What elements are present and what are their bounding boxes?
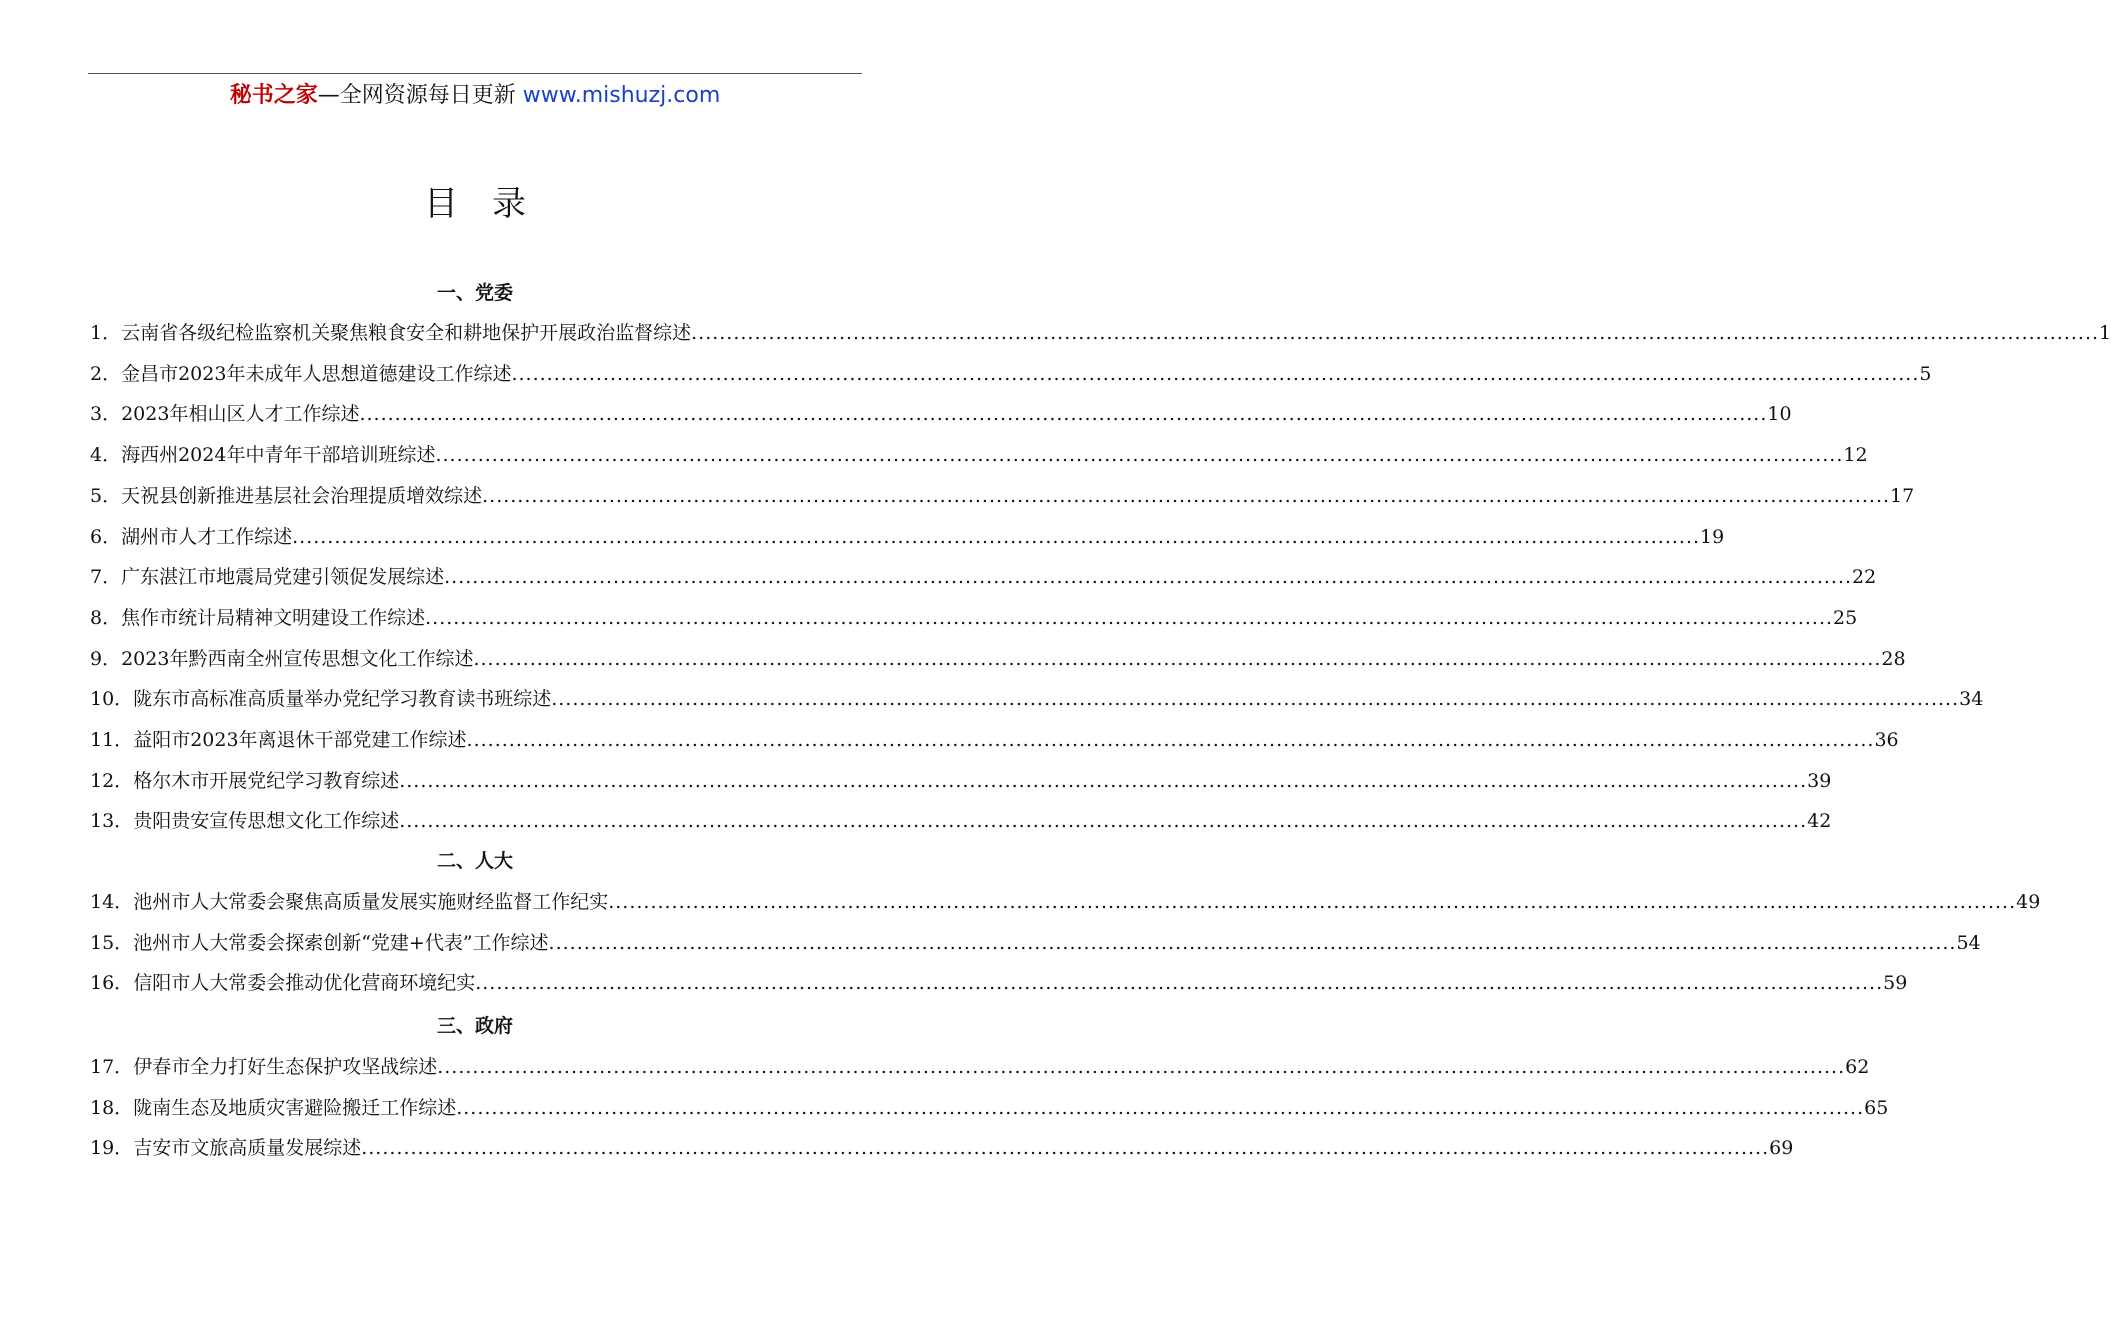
toc-entry-number: 9． <box>90 648 122 670</box>
toc-entry[interactable] <box>90 806 1832 836</box>
toc-entry[interactable] <box>90 766 1832 796</box>
toc-entry-number: 10． <box>90 688 134 710</box>
toc-dot-leader: ........................................................................................................................................................................................................ <box>425 607 1834 629</box>
toc-entry[interactable] <box>90 481 1915 511</box>
toc-entry-title: 池州市人大常委会探索创新“党建+代表”工作综述 <box>133 932 549 954</box>
toc-entry-page: 36 <box>1874 729 1899 751</box>
toc-entry-page: 22 <box>1852 566 1877 588</box>
toc-entry-page: 49 <box>2016 891 2041 913</box>
brand-name: 秘书之家 <box>229 83 318 108</box>
toc-entry-title: 池州市人大常委会聚焦高质量发展实施财经监督工作纪实 <box>133 891 609 913</box>
toc-entry-number: 18． <box>90 1097 134 1119</box>
toc-entry-title: 伊春市全力打好生态保护攻坚战综述 <box>133 1056 438 1078</box>
toc-entry[interactable] <box>90 522 1725 552</box>
toc-entry-number: 14． <box>90 891 134 913</box>
toc-dot-leader: ........................................................................................................................................................................................................ <box>399 770 1808 792</box>
toc-entry[interactable] <box>90 562 1877 592</box>
toc-dot-leader: ........................................................................................................................................................................................................ <box>482 485 1891 507</box>
toc-entry[interactable] <box>90 399 1792 429</box>
toc-dot-leader: ........................................................................................................................................................................................................ <box>475 972 1884 994</box>
toc-entry-number: 11． <box>90 729 134 751</box>
toc-entry-page: 34 <box>1959 688 1984 710</box>
toc-entry-title: 陇东市高标准高质量举办党纪学习教育读书班综述 <box>133 688 552 710</box>
toc-dot-leader: ........................................................................................................................................................................................................ <box>473 648 1882 670</box>
toc-entry-title: 益阳市2023年离退休干部党建工作综述 <box>133 729 467 751</box>
toc-entry-page: 59 <box>1883 972 1908 994</box>
toc-entry-page: 25 <box>1833 607 1858 629</box>
toc-entry-page: 28 <box>1881 648 1906 670</box>
toc-entry-number: 5． <box>90 485 122 507</box>
toc-entry-number: 3． <box>90 403 122 425</box>
toc-entry-title: 金昌市2023年未成年人思想道德建设工作综述 <box>121 363 512 385</box>
toc-dot-leader: ........................................................................................................................................................................................................ <box>466 729 1875 751</box>
toc-entry-number: 12． <box>90 770 134 792</box>
toc-entry-title: 2023年相山区人才工作综述 <box>121 403 360 425</box>
section-heading: 一、党委 <box>436 282 513 304</box>
toc-entry[interactable] <box>90 968 1908 998</box>
toc-entry[interactable] <box>90 318 2111 348</box>
toc-entry-title: 信阳市人大常委会推动优化营商环境纪实 <box>133 972 476 994</box>
toc-dot-leader: ........................................................................................................................................................................................................ <box>691 322 2100 344</box>
toc-entry-page: 12 <box>1843 444 1868 466</box>
toc-entry-page: 62 <box>1845 1056 1870 1078</box>
toc-entry[interactable] <box>90 440 1868 470</box>
site-url[interactable]: www.mishuzj.com <box>522 83 721 108</box>
section-heading: 二、人大 <box>436 850 513 872</box>
toc-entry-page: 65 <box>1864 1097 1889 1119</box>
toc-entry-number: 4． <box>90 444 122 466</box>
toc-entry-page: 17 <box>1890 485 1915 507</box>
toc-dot-leader: ........................................................................................................................................................................................................ <box>361 1137 1770 1159</box>
toc-entry[interactable] <box>90 603 1858 633</box>
toc-entry-page: 10 <box>1767 403 1792 425</box>
toc-dot-leader: ........................................................................................................................................................................................................ <box>551 688 1960 710</box>
toc-entry-title: 焦作市统计局精神文明建设工作综述 <box>121 607 426 629</box>
section-heading: 三、政府 <box>436 1015 513 1037</box>
toc-entry-title: 天祝县创新推进基层社会治理提质增效综述 <box>121 485 483 507</box>
toc-dot-leader: ........................................................................................................................................................................................................ <box>511 363 1920 385</box>
toc-entry-number: 8． <box>90 607 122 629</box>
toc-entry-title: 贵阳贵安宣传思想文化工作综述 <box>133 810 400 832</box>
toc-entry-number: 7． <box>90 566 122 588</box>
page-title: 目录 <box>424 184 560 224</box>
toc-entry[interactable] <box>90 644 1906 674</box>
toc-entry-page: 39 <box>1807 770 1832 792</box>
header-tagline: —全网资源每日更新 <box>317 83 523 108</box>
toc-entry-page: 19 <box>1700 526 1725 548</box>
header-rule <box>88 73 862 74</box>
toc-dot-leader: ........................................................................................................................................................................................................ <box>435 444 1844 466</box>
toc-entry[interactable] <box>90 1093 1889 1123</box>
toc-entry-title: 湖州市人才工作综述 <box>121 526 293 548</box>
toc-entry-page: 54 <box>1956 932 1981 954</box>
toc-entry[interactable] <box>90 359 1932 389</box>
toc-dot-leader: ........................................................................................................................................................................................................ <box>399 810 1808 832</box>
toc-entry-number: 13． <box>90 810 134 832</box>
toc-entry[interactable] <box>90 1052 1870 1082</box>
toc-entry[interactable] <box>90 725 1899 755</box>
toc-entry-number: 17． <box>90 1056 134 1078</box>
toc-entry-number: 1． <box>90 322 122 344</box>
toc-dot-leader: ........................................................................................................................................................................................................ <box>608 891 2017 913</box>
toc-entry-number: 15． <box>90 932 134 954</box>
toc-entry-number: 19． <box>90 1137 134 1159</box>
toc-entry-title: 海西州2024年中青年干部培训班综述 <box>121 444 436 466</box>
toc-entry-title: 广东湛江市地震局党建引领促发展综述 <box>121 566 445 588</box>
toc-entry-page: 69 <box>1769 1137 1794 1159</box>
toc-entry[interactable] <box>90 928 1981 958</box>
toc-entry-number: 16． <box>90 972 134 994</box>
toc-dot-leader: ........................................................................................................................................................................................................ <box>437 1056 1846 1078</box>
toc-dot-leader: ........................................................................................................................................................................................................ <box>292 526 1701 548</box>
toc-entry-title: 2023年黔西南全州宣传思想文化工作综述 <box>121 648 474 670</box>
toc-entry[interactable] <box>90 1133 1794 1163</box>
header-banner <box>0 80 950 112</box>
toc-dot-leader: ........................................................................................................................................................................................................ <box>548 932 1957 954</box>
toc-entry-number: 2． <box>90 363 122 385</box>
toc-dot-leader: ........................................................................................................................................................................................................ <box>444 566 1853 588</box>
toc-dot-leader: ........................................................................................................................................................................................................ <box>359 403 1768 425</box>
toc-entry-number: 6． <box>90 526 122 548</box>
toc-entry-title: 吉安市文旅高质量发展综述 <box>133 1137 362 1159</box>
toc-entry[interactable] <box>90 684 1984 714</box>
toc-entry-page: 5 <box>1919 363 1932 385</box>
toc-entry[interactable] <box>90 887 2041 917</box>
toc-entry-title: 格尔木市开展党纪学习教育综述 <box>133 770 400 792</box>
toc-entry-title: 陇南生态及地质灾害避险搬迁工作综述 <box>133 1097 457 1119</box>
toc-dot-leader: ........................................................................................................................................................................................................ <box>456 1097 1865 1119</box>
toc-entry-title: 云南省各级纪检监察机关聚焦粮食安全和耕地保护开展政治监督综述 <box>121 322 692 344</box>
toc-entry-page: 42 <box>1807 810 1832 832</box>
toc-entry-page: 1 <box>2099 322 2111 344</box>
